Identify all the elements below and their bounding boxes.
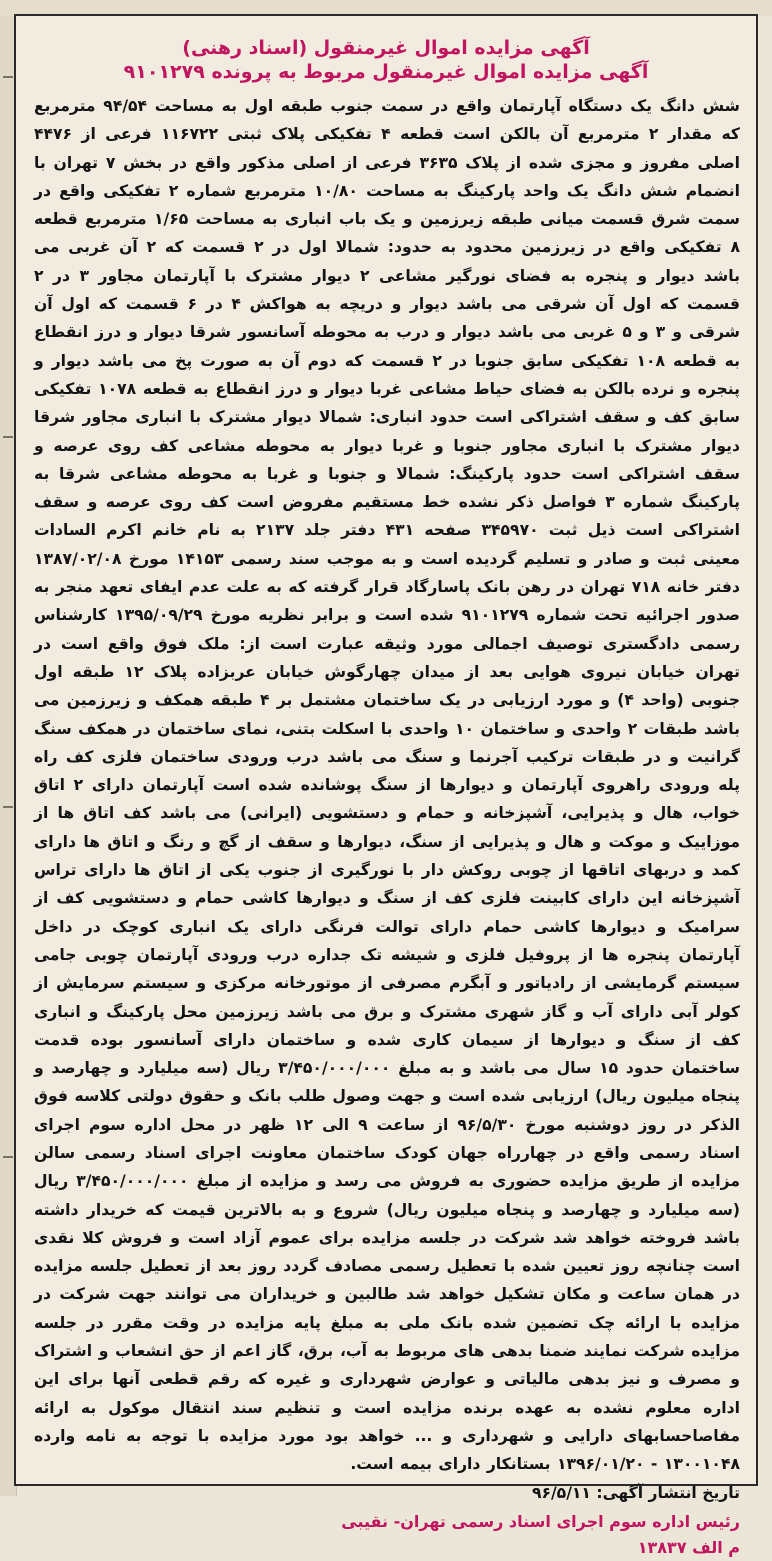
notice-title: آگهی مزایده اموال غیرمنقول (اسناد رهنی) [182, 37, 590, 59]
notice-subtitle: آگهی مزایده اموال غیرمنقول مربوط به پرونده ۹۱۰۱۲۷۹ [123, 61, 649, 83]
column-rule-mark [3, 806, 13, 808]
column-rule-mark [3, 436, 13, 438]
notice-body [16, 84, 756, 1479]
signature-block [16, 1507, 756, 1561]
column-rule-mark [3, 1156, 13, 1158]
reference-number: م الف ۱۳۸۳۷ [637, 1537, 740, 1557]
publish-date: تاریخ انتشار آگهی: ۹۶/۵/۱۱ [531, 1483, 740, 1502]
auction-notice-box [14, 14, 758, 1557]
notice-header [16, 16, 756, 84]
signature-line: رئیس اداره سوم اجرای اسناد رسمی تهران- نقیبی [341, 1511, 740, 1531]
column-rule-mark [3, 76, 13, 78]
notice-paragraph: شش دانگ یک دستگاه آپارتمان واقع در سمت جنوب طبقه اول به مساحت ۹۴/۵۴ مترمربع که مقدار ۲ مترمربع آن بالکن است قطعه ۴ تفکیکی پلاک ثبتی ۱۱۶۷۲۲ فرعی از ۴۴۷۶ اصلی مفروز و مجزی شده از پلاک ۳۶۳۵ فرعی از اصلی مذکور واقع در بخش ۷ تهران با انضمام شش دانگ یک واحد پارکینگ به مساحت ۱۰/۸۰ مترمربع شماره ۲ تفکیکی واقع در سمت شرق قسمت میانی طبقه زیرزمین و یک باب انباری به مساحت ۱/۶۵ مترمربع قطعه ۸ تفکیکی واقع در زیرزمین محدود به حدود: شمالا اول در ۲ قسمت که ۲ آن غربی می باشد دیوار و پنجره به فضای نورگیر مشاعی ۲ دیوار مشترک با آپارتمان مجاور ۳ در ۲ قسمت که اول آن شرقی می باشد دیوار و دریچه به هواکش ۴ در ۶ قسمت که اول آن شرقی و ۳ و ۵ غربی می باشد دیوار و درب به محوطه آسانسور شرقا دیوار و درز انقطاع به قطعه ۱۰۸ تفکیکی سابق جنوبا در ۲ قسمت که دوم آن به صورت پخ می باشد دیوار و پنجره و نرده بالکن به فضای حیاط مشاعی غربا دیوار و درز انقطاع به قطعه ۱۰۷۸ تفکیکی سابق کف و سقف اشتراکی است حدود انباری: شمالا دیوار مشترک با انباری مجاور شرقا دیوار مشترک با انباری مجاور جنوبا و غربا دیوار به محوطه مشاعی کف روی عرصه و سقف اشتراکی است حدود پارکینگ: شمالا و جنوبا و غربا به محوطه مشاعی شرقا به پارکینگ شماره ۳ فواصل ذکر نشده خط مستقیم مفروض است کف روی عرصه و سقف اشتراکی است ذیل ثبت ۳۴۵۹۷۰ صفحه ۴۳۱ دفتر جلد ۲۱۳۷ به نام خانم اکرم السادات معینی ثبت و صادر و تسلیم گردیده است و به موجب سند رسمی ۱۴۱۵۳ مورخ ۱۳۸۷/۰۲/۰۸ دفتر خانه ۷۱۸ تهران در رهن بانک پاسارگاد قرار گرفته که به علت عدم ایفای تعهد منجر به صدور اجرائیه تحت شماره ۹۱۰۱۲۷۹ شده است و برابر نظریه مورخ ۱۳۹۵/۰۹/۲۹ کارشناس رسمی دادگستری توصیف اجمالی مورد وثیقه عبارت است از: ملک فوق واقع است در تهران خیابان نیروی هوایی بعد از میدان چهارگوش خیابان عربزاده پلاک ۱۲ طبقه اول جنوبی (واحد ۴) و مورد ارزیابی در یک ساختمان مشتمل بر ۴ طبقه همکف و زیرزمین می باشد طبقات ۲ واحدی و ساختمان ۱۰ واحدی با اسکلت بتنی، نمای ساختمان در همکف سنگ گرانیت و در طبقات ترکیب آجرنما و سنگ می باشد درب ورودی ساختمان فلزی کف راه پله ورودی راهروی آپارتمان و دیوارها از سنگ پوشانده شده است آپارتمان دارای ۲ اتاق خواب، هال و پذیرایی، آشپزخانه و حمام و دستشویی (ایرانی) می باشد کف اتاق ها از موزاییک و موکت و هال و پذیرایی از سنگ، دیوارها و سقف از گچ و رنگ و اتاق ها دارای کمد و دربهای اتاقها از چوبی روکش دار با نورگیری از جنوب یکی از اتاق ها دارای تراس آشپزخانه این دارای کابینت فلزی کف از سنگ و دیوارها کاشی حمام و دستشویی کف از سرامیک و دیوارها کاشی حمام دارای توالت فرنگی دارای یک انباری کوچک در داخل آپارتمان پنجره ها از پروفیل فلزی و شیشه تک جداره درب ورودی آپارتمان چوبی جامی سیستم گرمایشی از رادیاتور و آبگرم مصرفی از موتورخانه مرکزی و سیستم سرمایش از کولر آبی دارای آب و گاز شهری مشترک و برق می باشد زیرزمین محل پارکینگ و انباری کف از سنگ و دیوارها از سیمان کاری شده و ساختمان دارای آسانسور بوده قدمت ساختمان حدود ۱۵ سال می باشد و به مبلغ ۳/۴۵۰/۰۰۰/۰۰۰ ریال (سه میلیارد و چهارصد و پنجاه میلیون ریال) ارزیابی شده است و جهت وصول طلب بانک و حقوق دولتی کلاسه فوق الذکر در روز دوشنبه مورخ ۹۶/۵/۳۰ از ساعت ۹ الی ۱۲ ظهر در محل اداره سوم اجرای اسناد رسمی واقع در چهارراه جهان کودک ساختمان معاونت اجرای اسناد رسمی سالن مزایده از طریق مزایده حضوری به فروش می رسد و مزایده از مبلغ ۳/۴۵۰/۰۰۰/۰۰۰ ریال (سه میلیارد و چهارصد و پنجاه میلیون ریال) شروع و به بالاترین قیمت که خریدار داشته باشد فروخته خواهد شد شرکت در جلسه مزایده برای عموم آزاد است و فروش کلا نقدی است چنانچه روز تعیین شده با تعطیل رسمی مصادف گردد روز بعد از تعطیل جلسه مزایده در همان ساعت و مکان تشکیل خواهد شد طالبین و خریداران می توانند جهت شرکت در مزایده با ارائه چک تضمین شده بانک ملی به مبلغ پایه مزایده در وقت مقرر در جلسه مزایده شرکت نمایند ضمنا بدهی های مربوط به آب، برق، گاز اعم از حق انشعاب و اشتراک و مصرف و نیز بدهی مالیاتی و عوارض شهرداری و غیره که رقم قطعی آنها برای این اداره معلوم نشده به عهده برنده مزایده است و تنظیم سند انتقال موکول به ارائه مفاصاحسابهای دارایی و شهرداری و ... خواهد بود مورد مزایده با توجه به نامه وارده ۱۳۰۰۱۰۴۸ - ۱۳۹۶/۰۱/۲۰ بستانکار دارای بیمه است. [34, 97, 741, 1474]
